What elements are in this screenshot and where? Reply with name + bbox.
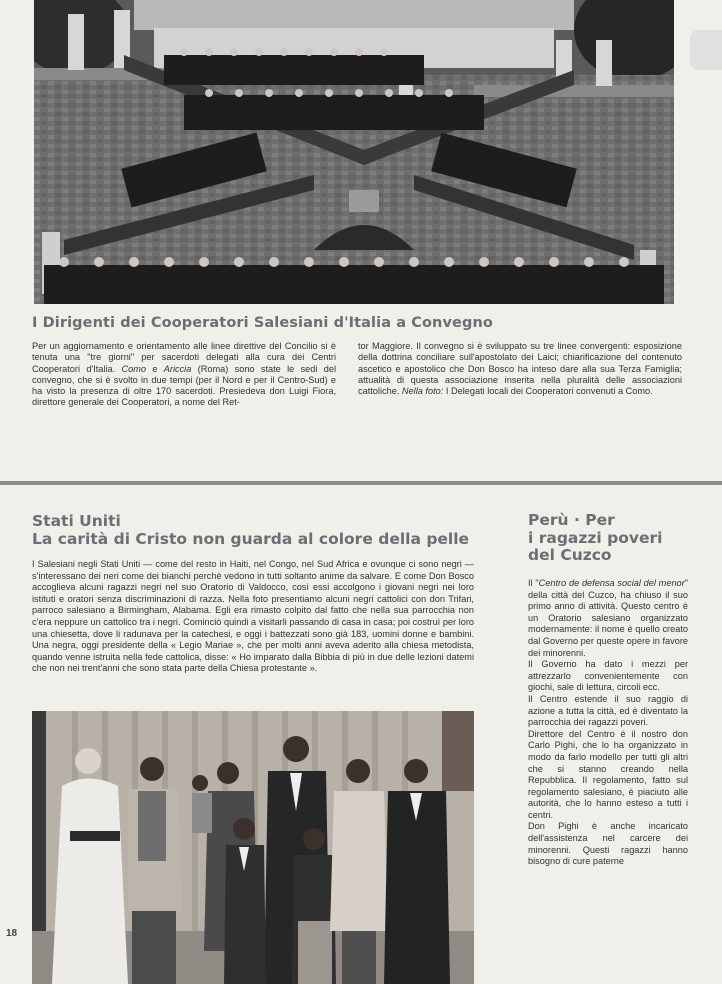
col1-place-ariccia: Ariccia (163, 363, 192, 374)
peru-paragraph-5: Don Pighi è anche incaricato dell'assistenza nel carcere dei minorenni. Questi ragazzi hanno bisogno di cure paterne (528, 821, 688, 867)
peru-title-line-1: Perù · Per (528, 511, 615, 529)
col1-place-como: Como (121, 363, 146, 374)
usa-title: Stati Uniti (32, 512, 121, 530)
peru-title (528, 512, 708, 565)
peru-p1-open: Il " (528, 578, 539, 588)
page-edge-tab (690, 30, 722, 70)
col2-text-b: I Delegati locali dei Cooperatori convenuti a Como. (443, 386, 653, 397)
col1-text-c: (Roma) sono state le sedi del convegno, che si è svolto in due tempi (per il Nord e per il Centro-Sud) e ha visto la presenza di oltre 170 sacerdoti. Presiedeva don Luigi Fiora, direttore generale dei Cooperatori, a nome del Ret- (32, 363, 337, 408)
usa-subtitle: La carità di Cristo non guarda al colore della pelle (32, 530, 470, 548)
peru-centro-name: Centro de defensa social del menor (538, 578, 685, 588)
peru-p1-rest: " della città del Cuzco, ha chiuso il suo primo anno di attività. Questo centro è un Oratorio salesiano organizzato modernamente: il nome è quello creato dal Governo per queste opere in favore dei minorenni. (528, 578, 688, 658)
convegno-heading: I Dirigenti dei Cooperatori Salesiani d'Italia a Convegno (32, 315, 493, 331)
peru-article-body (528, 578, 688, 868)
birmingham-group-photo (32, 711, 474, 984)
convegno-column-1 (32, 341, 336, 409)
page-number: 18 (6, 928, 18, 939)
section-divider (0, 481, 722, 485)
col1-text-b: e (146, 363, 164, 374)
convegno-column-2 (358, 341, 682, 397)
col2-text-a: tor Maggiore. Il convegno si è sviluppato su tre linee convergenti: esposizione della dottrina conciliare sull'apostolato dei Laici; chiarificazione del contenuto ascetico e apostolico che Don Bosco ha inteso dare alla sua Terza Famiglia; attualità di questa associazione inserita nella pluralità delle associazioni cattoliche. (358, 341, 682, 397)
usa-article-body: I Salesiani negli Stati Uniti — come del resto in Haiti, nel Congo, nel Sud Africa e ovunque ci sono negri — s'interessano dei neri come dei bianchi perchè vedono in tutti soltanto anime da salvare. E come Don Bosco accoglieva alcuni ragazzi negri nel suo Oratorio di Valdocco, così essi accolgono i giovani negri nei loro istituti e oratori senza discriminazioni di razza. Nella foto presentiamo alcuni negri cattolici con don Trifari, parroco salesiano a Birmingham, Alabama. Egli era rimasto colpito dal fatto che nella sua parrocchia non c'era neppure un cattolico tra i negri. Cominciò quindi a visitarli passando di casa in casa; poi costruì per loro una chiesetta, dove li radunava per la catechesi, e oggi i battezzati sono già 183, uomini donne e bambini. Una negra, oggi presidente della « Legio Mariae », che per molti anni aveva aderito alla chiesa metodista, quando venne istruita nella fede cattolica, disse: « Ho imparato dalla Bibbia di più in due delle lezioni datemi che non nei trent'anni che sono stata parte della Chiesa protestante ». (32, 559, 474, 674)
col1-text-a: Per un aggiornamento e orientamento alle linee direttive del Concilio si è tenuta una "tre giorni" per sacerdoti delegati alla cura dei Centri Cooperatori d'Italia. (32, 341, 336, 374)
col2-photo-caption-label: Nella foto: (401, 386, 444, 397)
convegno-group-photo (34, 0, 674, 304)
peru-title-line-3: del Cuzco (528, 546, 612, 564)
peru-paragraph-4: Direttore del Centro è il nostro don Carlo Pighi, che lo ha organizzato in modo da farlo modello per tutti gli altri che si stanno creando nella Repubblica. Il regolamento, fatto sul regolamento salesiano, è piaciuto alle autorità, che lo hanno esteso a tutti i centri. (528, 728, 688, 820)
peru-paragraph-1 (528, 578, 688, 659)
peru-title-line-2: i ragazzi poveri (528, 528, 663, 547)
peru-paragraph-3: Il Centro estende il suo raggio di azione a tutta la città, ed è diventato la parrocchia dei ragazzi poveri. (528, 693, 688, 728)
peru-paragraph-2: Il Governo ha dato i mezzi per attrezzarlo convenientemente con giochi, sale di lettura, circoli ecc. (528, 659, 688, 693)
